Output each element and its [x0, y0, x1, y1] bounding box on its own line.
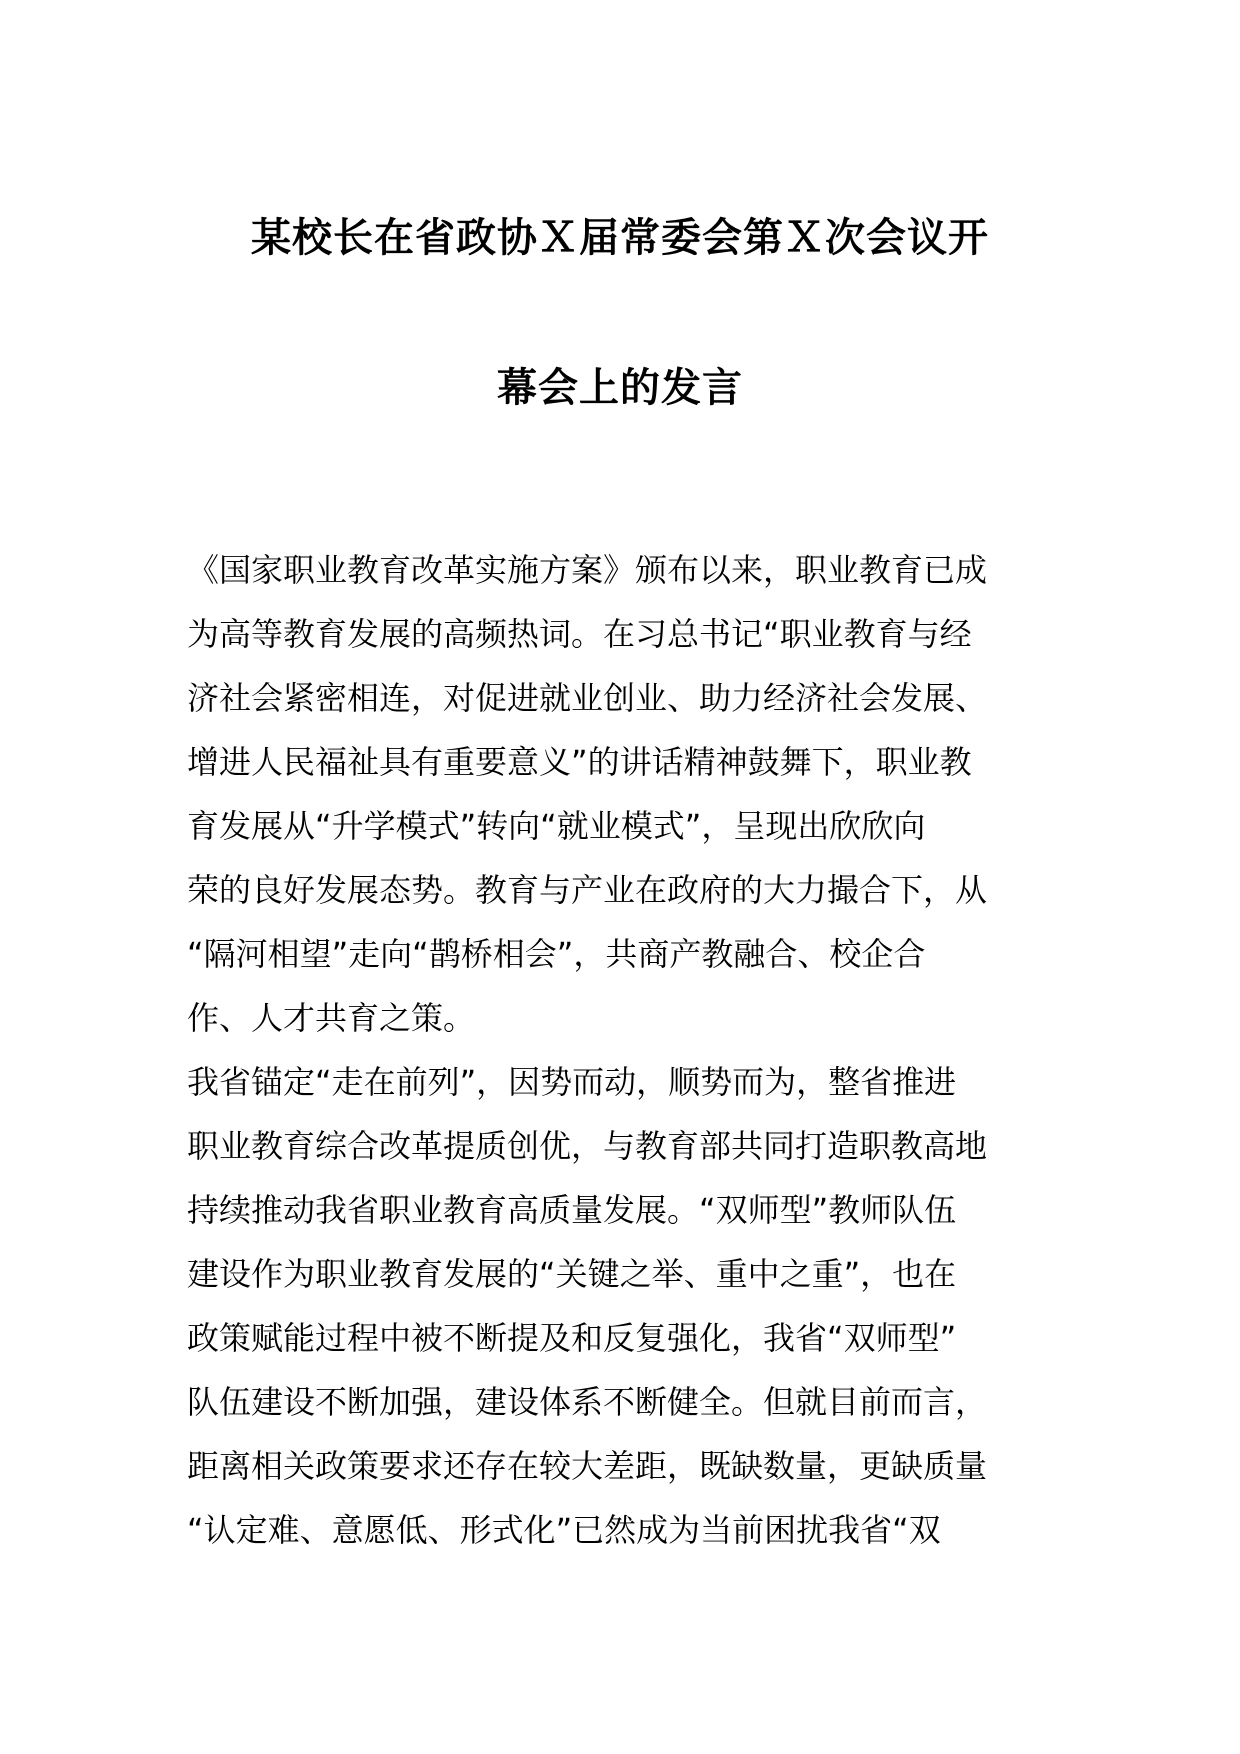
- body-text-line: 距离相关政策要求还存在较大差距，既缺数量，更缺质量: [187, 1447, 988, 1485]
- body-text-line: “认定难、意愿低、形式化”已然成为当前困扰我省“双: [187, 1511, 941, 1549]
- body-text-line: 作、人才共育之策。: [187, 999, 476, 1037]
- body-text-line: 我省锚定“走在前列”，因势而动，顺势而为，整省推进: [187, 1063, 957, 1101]
- body-text-line: 职业教育综合改革提质创优，与教育部共同打造职教高地: [187, 1127, 988, 1165]
- document-title-line-1: 某校长在省政协Ｘ届常委会第Ｘ次会议开: [251, 215, 989, 261]
- body-text-line: 荣的良好发展态势。教育与产业在政府的大力撮合下，从: [187, 871, 988, 909]
- body-text-line: 增进人民福祉具有重要意义”的讲话精神鼓舞下，职业教: [187, 743, 972, 781]
- body-text-line: 济社会紧密相连，对促进就业创业、助力经济社会发展、: [187, 679, 988, 717]
- document-title-line-2: 幕会上的发言: [497, 365, 743, 411]
- body-text-line: 队伍建设不断加强，建设体系不断健全。但就目前而言，: [187, 1383, 988, 1421]
- body-text-line: “隔河相望”走向“鹊桥相会”，共商产教融合、校企合: [187, 935, 926, 973]
- body-text-line: 政策赋能过程中被不断提及和反复强化，我省“双师型”: [187, 1319, 957, 1357]
- body-text-line: 持续推动我省职业教育高质量发展。“双师型”教师队伍: [187, 1191, 957, 1229]
- body-text-line: 《国家职业教育改革实施方案》颁布以来，职业教育已成: [187, 551, 988, 589]
- body-text-line: 育发展从“升学模式”转向“就业模式”，呈现出欣欣向: [187, 807, 926, 845]
- body-text-line: 为高等教育发展的高频热词。在习总书记“职业教育与经: [187, 615, 972, 653]
- body-text-line: 建设作为职业教育发展的“关键之举、重中之重”，也在: [187, 1255, 957, 1293]
